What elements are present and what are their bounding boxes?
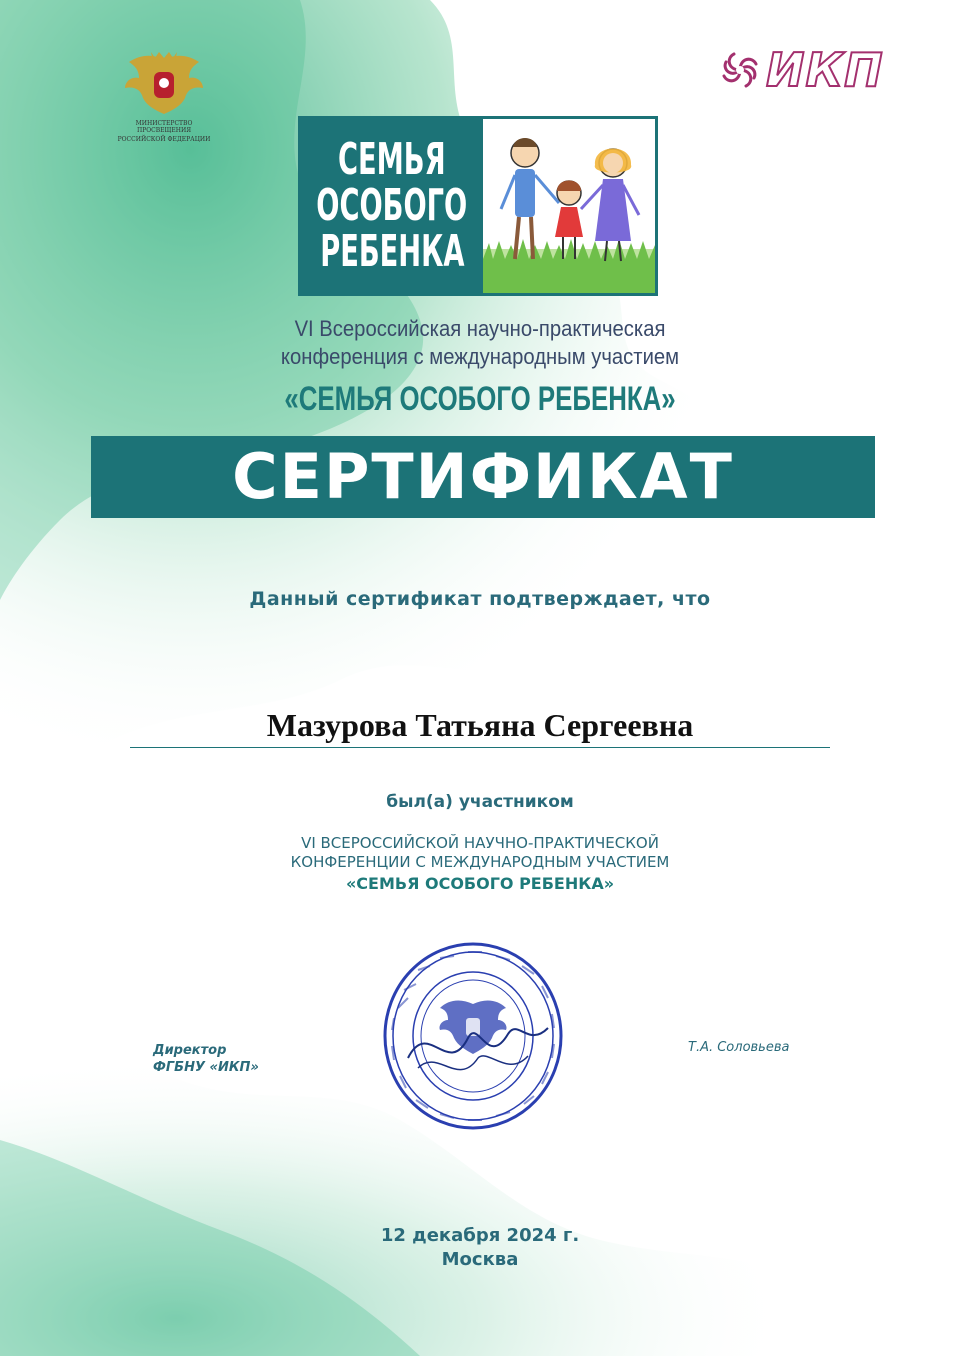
conference-logo-line3: РЕБЕНКА [319,226,465,277]
conference-line2: конференция с международным участием [280,344,680,369]
conference-line1: VI Всероссийская научно-практическая [294,316,666,341]
conference-logo-wordmark [301,119,483,293]
confirms-text: Данный сертификат подтверждает, что [249,588,711,610]
signer-name: Т.А. Соловьева [688,1040,790,1055]
event-line1: VI ВСЕРОССИЙСКОЙ НАУЧНО-ПРАКТИЧЕСКОЙ [301,834,659,852]
ikp-logo-text: ИКП [766,43,884,97]
ministry-label-line2: РОССИЙСКОЙ ФЕДЕРАЦИИ [117,136,211,143]
conference-logo [298,116,658,296]
double-headed-eagle-icon [121,48,207,118]
recipient-name: Мазурова Татьяна Сергеевна [266,707,694,743]
ministry-logo [108,48,220,143]
issue-date: 12 декабря 2024 г. [380,1225,580,1246]
director-position-line2: ФГБНУ «ИКП» [153,1060,259,1075]
family-drawing [483,119,655,293]
event-line2: КОНФЕРЕНЦИИ С МЕЖДУНАРОДНЫМ УЧАСТИЕМ [290,853,670,871]
family-drawing-icon [483,119,655,293]
director-position-line1: Директор [153,1043,227,1058]
conference-logo-line1: СЕМЬЯ [338,134,446,185]
official-stamp [378,938,568,1134]
ikp-logo [718,44,884,96]
certificate-heading: СЕРТИФИКАТ [91,436,875,518]
ministry-label-line1: МИНИСТЕРСТВО ПРОСВЕЩЕНИЯ [135,120,193,134]
issue-city: Москва [441,1249,519,1270]
event-title: «СЕМЬЯ ОСОБОГО РЕБЕНКА» [345,874,615,893]
conference-logo-line2: ОСОБОГО [316,180,468,231]
name-underline [130,747,830,748]
conference-title: «СЕМЬЯ ОСОБОГО РЕБЕНКА» [284,380,676,418]
participant-text: был(а) участником [386,792,574,812]
spiral-icon [718,48,762,92]
director-position [153,1042,259,1076]
